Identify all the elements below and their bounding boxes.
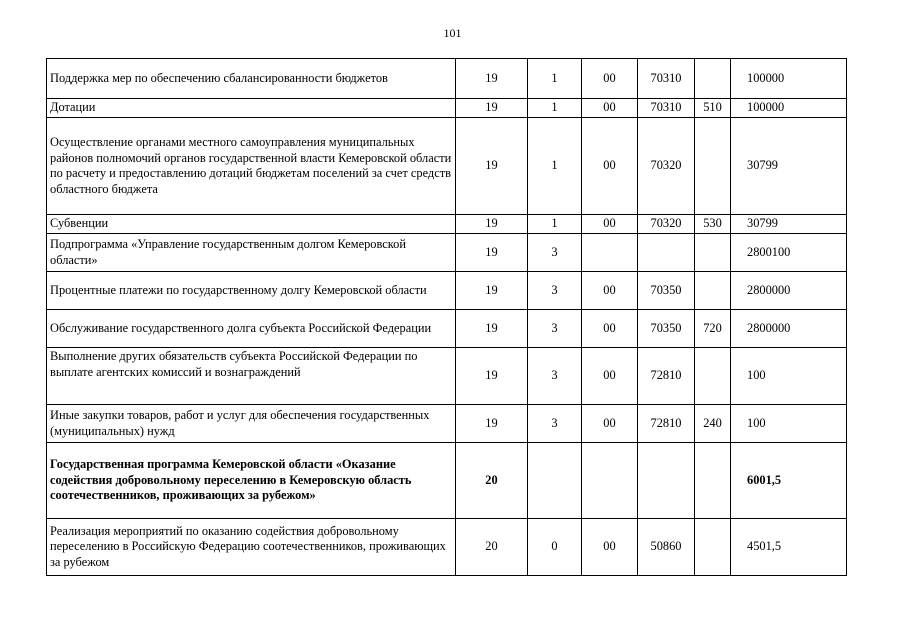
table-row <box>47 234 847 272</box>
subprogram-code: 1 <box>528 99 582 118</box>
table-body <box>47 59 847 576</box>
row-name: Дотации <box>47 99 456 118</box>
expense-type-code <box>695 348 731 405</box>
program-code: 19 <box>456 118 528 215</box>
table-row <box>47 405 847 443</box>
amount: 100 <box>731 348 847 405</box>
direction-code: 70350 <box>638 310 695 348</box>
table-row <box>47 99 847 118</box>
row-name: Субвенции <box>47 215 456 234</box>
expense-type-code <box>695 519 731 576</box>
subprogram-code: 0 <box>528 519 582 576</box>
event-code: 00 <box>582 310 638 348</box>
expense-type-code: 530 <box>695 215 731 234</box>
expense-type-code <box>695 443 731 519</box>
direction-code: 72810 <box>638 348 695 405</box>
row-name: Реализация мероприятий по оказанию содействия добровольному переселению в Российскую Федерацию соотечественников, проживающих за рубежом <box>47 519 456 576</box>
row-name: Иные закупки товаров, работ и услуг для обеспечения государственных (муниципальных) нужд <box>47 405 456 443</box>
amount: 2800000 <box>731 310 847 348</box>
table-row-program <box>47 443 847 519</box>
amount: 30799 <box>731 215 847 234</box>
amount: 4501,5 <box>731 519 847 576</box>
subprogram-code: 1 <box>528 59 582 99</box>
event-code: 00 <box>582 519 638 576</box>
program-code: 19 <box>456 99 528 118</box>
event-code: 00 <box>582 348 638 405</box>
budget-table <box>46 58 847 576</box>
program-code: 19 <box>456 405 528 443</box>
table-row <box>47 59 847 99</box>
amount: 2800000 <box>731 272 847 310</box>
subprogram-code: 3 <box>528 310 582 348</box>
program-code: 19 <box>456 59 528 99</box>
direction-code: 70320 <box>638 118 695 215</box>
table-row <box>47 215 847 234</box>
expense-type-code <box>695 59 731 99</box>
table-row <box>47 310 847 348</box>
event-code <box>582 234 638 272</box>
page-number: 101 <box>443 26 462 40</box>
program-code: 19 <box>456 310 528 348</box>
table-row <box>47 272 847 310</box>
direction-code: 72810 <box>638 405 695 443</box>
program-code: 20 <box>456 519 528 576</box>
program-code: 19 <box>456 272 528 310</box>
subprogram-code: 3 <box>528 272 582 310</box>
row-name: Подпрограмма «Управление государственным долгом Кемеровской области» <box>47 234 456 272</box>
event-code: 00 <box>582 118 638 215</box>
amount: 30799 <box>731 118 847 215</box>
program-code: 19 <box>456 215 528 234</box>
amount: 100000 <box>731 99 847 118</box>
event-code <box>582 443 638 519</box>
direction-code: 70350 <box>638 272 695 310</box>
subprogram-code: 3 <box>528 348 582 405</box>
subprogram-code <box>528 443 582 519</box>
direction-code <box>638 443 695 519</box>
row-name: Государственная программа Кемеровской области «Оказание содействия добровольному переселению в Кемеровскую область соотечественников, проживающих за рубежом» <box>47 443 456 519</box>
amount: 2800100 <box>731 234 847 272</box>
expense-type-code: 240 <box>695 405 731 443</box>
row-name: Поддержка мер по обеспечению сбалансированности бюджетов <box>47 59 456 99</box>
subprogram-code: 3 <box>528 405 582 443</box>
event-code: 00 <box>582 272 638 310</box>
program-code: 19 <box>456 348 528 405</box>
expense-type-code <box>695 234 731 272</box>
table-row <box>47 348 847 405</box>
amount: 6001,5 <box>731 443 847 519</box>
amount: 100000 <box>731 59 847 99</box>
expense-type-code <box>695 118 731 215</box>
event-code: 00 <box>582 59 638 99</box>
program-code: 20 <box>456 443 528 519</box>
program-code: 19 <box>456 234 528 272</box>
table-row <box>47 519 847 576</box>
direction-code: 70310 <box>638 99 695 118</box>
amount: 100 <box>731 405 847 443</box>
row-name: Выполнение других обязательств субъекта Российской Федерации по выплате агентских комиссий и вознаграждений <box>47 348 456 405</box>
table-row <box>47 118 847 215</box>
expense-type-code: 510 <box>695 99 731 118</box>
expense-type-code: 720 <box>695 310 731 348</box>
subprogram-code: 3 <box>528 234 582 272</box>
row-name: Обслуживание государственного долга субъекта Российской Федерации <box>47 310 456 348</box>
direction-code: 50860 <box>638 519 695 576</box>
subprogram-code: 1 <box>528 215 582 234</box>
row-name: Осуществление органами местного самоуправления муниципальных районов полномочий органов государственной власти Кемеровской области по расчету и предоставлению дотаций бюджетам поселений за счет средств областного бюджета <box>47 118 456 215</box>
direction-code: 70320 <box>638 215 695 234</box>
direction-code <box>638 234 695 272</box>
event-code: 00 <box>582 99 638 118</box>
row-name: Процентные платежи по государственному долгу Кемеровской области <box>47 272 456 310</box>
expense-type-code <box>695 272 731 310</box>
direction-code: 70310 <box>638 59 695 99</box>
subprogram-code: 1 <box>528 118 582 215</box>
event-code: 00 <box>582 215 638 234</box>
event-code: 00 <box>582 405 638 443</box>
